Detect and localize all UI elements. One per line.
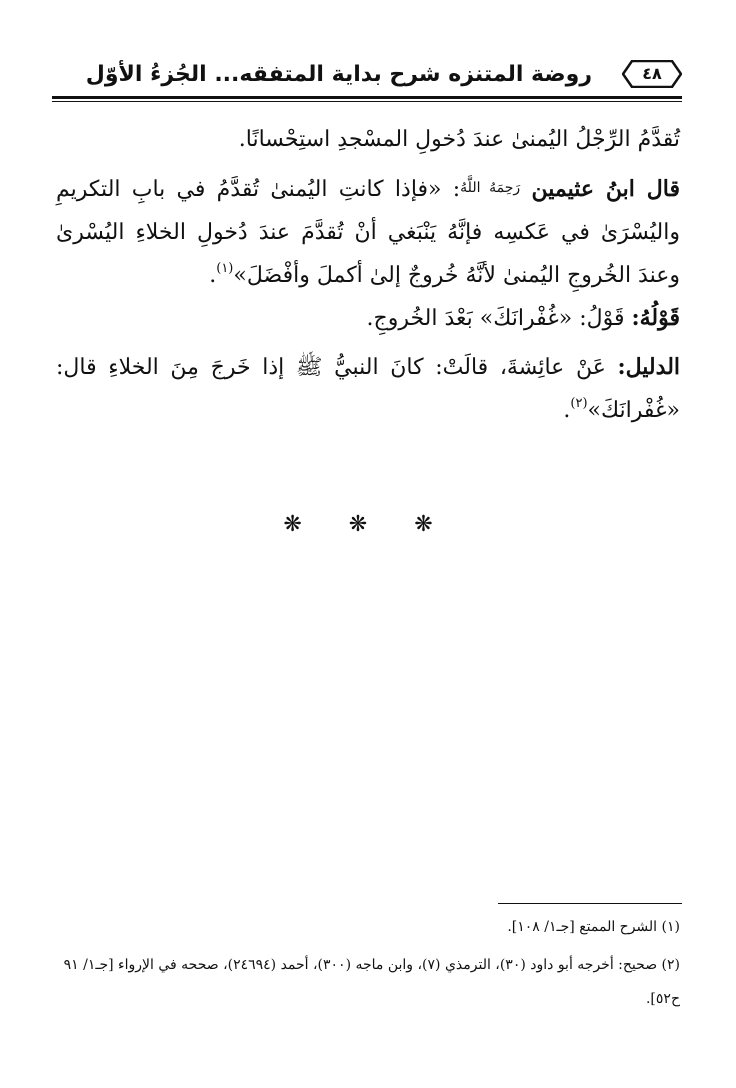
page-number: ٤٨	[642, 64, 662, 83]
paragraph-rule	[56, 118, 680, 161]
evidence-label: الدليل:	[617, 354, 681, 380]
section-ornament: ❋ ❋ ❋	[283, 512, 453, 537]
rule-text: تُقدَّمُ الرِّجْلُ اليُمنىٰ عندَ دُخولِ المسْجدِ استِحْسانًا.	[238, 127, 680, 152]
footnote-ref-1[interactable]: (١)	[216, 261, 234, 276]
footnote-ref-2[interactable]: (٢)	[570, 396, 588, 411]
footnote-1: (١) الشرح الممتع [جـ١/ ١٠٨].	[507, 919, 680, 935]
statement-text: قَوْلُ: «غُفْرانَكَ» بَعْدَ الخُروجِ.	[366, 306, 625, 331]
header-rule	[52, 96, 682, 99]
page-number-badge	[622, 60, 682, 88]
evidence-text: عَنْ عائِشةَ، قالَتْ: كانَ النبيُّ ﷺ إذا خَرجَ مِنَ الخلاءِ قال: «غُفْرانَكَ»	[56, 355, 680, 423]
honorific: رَحِمَهُ اللَّهُ	[460, 180, 521, 196]
paragraph-quote: قال ابنُ عثيمين رَحِمَهُ اللَّهُ: «فإذا كانتِ اليُمنىٰ تُقدَّمُ في بابِ التكريمِ واليُسْرَىٰ في عَكسِه فإنَّهُ يَنْبَغي أنْ تُقدَّمَ عندَ دُخولِ الخلاءِ اليُسْرىٰ وعندَ الخُروجِ اليُمنىٰ لأنَّهُ خُروجٌ إلىٰ أكملَ وأفْضَلَ»$^{(١)}$.	[56, 176, 681, 288]
book-title: روضة المتنزه شرح بداية المتفقه... الجُزءُ الأوّل	[85, 62, 592, 87]
running-header	[52, 56, 682, 96]
footnote-rule	[498, 903, 682, 904]
quote-text: : «فإذا كانتِ اليُمنىٰ تُقدَّمُ في بابِ التكريمِ واليُسْرَىٰ في عَكسِه فإنَّهُ يَنْبَغي أنْ تُقدَّمَ عندَ دُخولِ الخلاءِ اليُسْرىٰ وعندَ الخُروجِ اليُمنىٰ لأنَّهُ خُروجٌ إلىٰ أكملَ وأفْضَلَ»	[56, 177, 680, 288]
footnotes	[56, 910, 680, 1016]
header-rule-thin	[52, 101, 682, 102]
main-text	[56, 118, 680, 432]
statement-label: قَوْلُهُ:	[631, 305, 680, 331]
paragraph-statement	[56, 297, 680, 340]
paragraph-evidence	[56, 346, 680, 432]
evidence-end: .	[563, 398, 571, 423]
footnote-2: (٢) صحيح: أخرجه أبو داود (٣٠)، الترمذي (٧)، وابن ماجه (٣٠٠)، أحمد (٢٤٦٩٤)، صححه في الإرواء [جـ١/ ٩١ ح٥٢].	[63, 957, 680, 1007]
quote-author: قال ابنُ عثيمين	[531, 176, 681, 202]
